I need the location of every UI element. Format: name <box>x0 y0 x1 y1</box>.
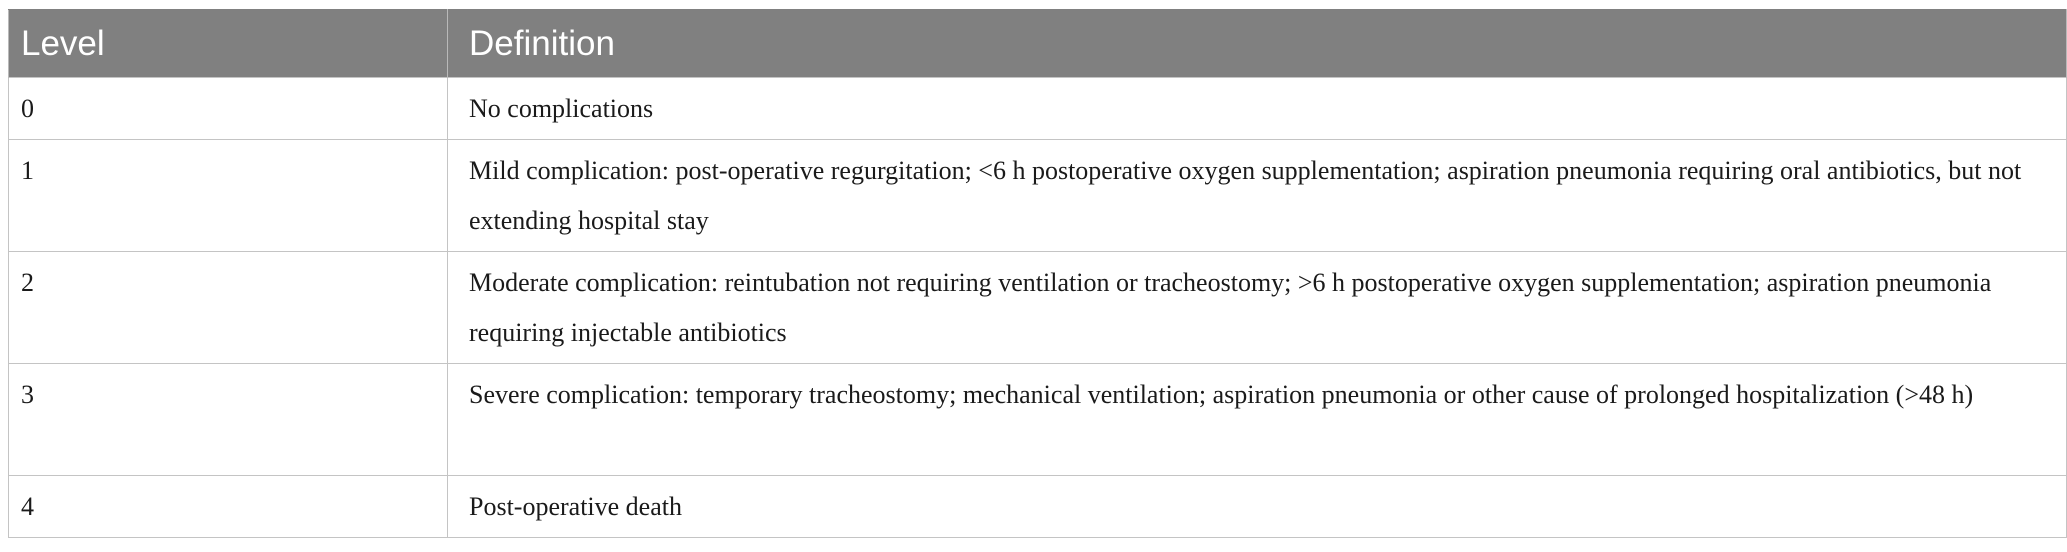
header-definition: Definition <box>448 10 2067 78</box>
level-cell: 1 <box>9 140 448 252</box>
table-row <box>9 364 2067 476</box>
table-row <box>9 476 2067 538</box>
level-cell: 0 <box>9 78 448 140</box>
table-row <box>9 140 2067 252</box>
definition-cell: Severe complication: temporary tracheostomy; mechanical ventilation; aspiration pneumonia or other cause of prolonged hospitalization (>48 h) <box>448 364 2067 476</box>
definition-cell: No complications <box>448 78 2067 140</box>
definition-cell: Moderate complication: reintubation not requiring ventilation or tracheostomy; >6 h postoperative oxygen supplementation; aspiration pneumonia requiring injectable antibiotics <box>448 252 2067 364</box>
definition-cell: Mild complication: post-operative regurgitation; <6 h postoperative oxygen supplementation; aspiration pneumonia requiring oral antibiotics, but not extending hospital stay <box>448 140 2067 252</box>
level-cell: 2 <box>9 252 448 364</box>
complication-levels-table <box>8 9 2067 538</box>
complication-levels-table-container <box>8 9 2067 538</box>
header-level: Level <box>9 10 448 78</box>
level-cell: 3 <box>9 364 448 476</box>
table-row <box>9 78 2067 140</box>
definition-cell: Post-operative death <box>448 476 2067 538</box>
table-row <box>9 252 2067 364</box>
table-header-row <box>9 10 2067 78</box>
level-cell: 4 <box>9 476 448 538</box>
